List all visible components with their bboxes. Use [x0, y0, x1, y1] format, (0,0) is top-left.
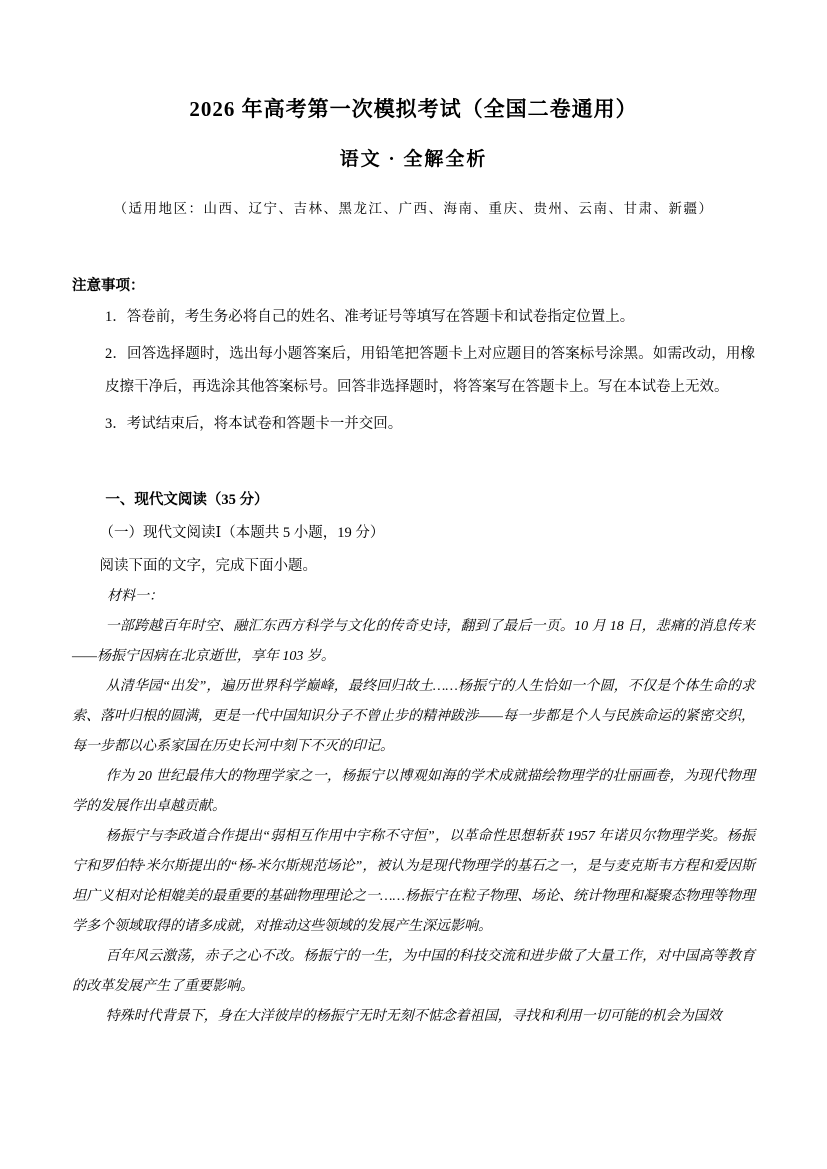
applicable-regions-line: （适用地区：山西、辽宁、吉林、黑龙江、广西、海南、重庆、贵州、云南、甘肃、新疆）	[113, 201, 714, 216]
notice-item-3: 3．考试结束后，将本试卷和答题卡一并交回。	[105, 416, 403, 432]
material-paragraph-1: 一部跨越百年时空、融汇东西方科学与文化的传奇史诗，翻到了最后一页。10 月 18 日，悲痛的消息传来——杨振宁因病在北京逝世，享年 103 岁。	[72, 619, 755, 664]
notice-section	[72, 275, 755, 441]
material-paragraph-6: 特殊时代背景下，身在大洋彼岸的杨振宁无时无刻不惦念着祖国，寻找和利用一切可能的机会为国效	[105, 1009, 722, 1024]
exam-title: 2026 年高考第一次模拟考试（全国二卷通用）	[189, 97, 638, 121]
section-heading-modern-reading: 一、现代文阅读（35 分）	[105, 492, 269, 508]
notice-item-2: 2．回答选择题时，选出每小题答案后，用铅笔把答题卡上对应题目的答案标号涂黑。如需改动，用橡皮擦干净后，再选涂其他答案标号。回答非选择题时，将答案写在答题卡上。写在本试卷上无效。	[105, 346, 755, 395]
notice-heading: 注意事项：	[72, 278, 145, 294]
exam-subject-subtitle: 语文 · 全解全析	[339, 149, 488, 170]
material-1-body	[72, 612, 755, 1032]
reading-instruction: 阅读下面的文字，完成下面小题。	[99, 558, 318, 574]
subsection-heading-reading-1: （一）现代文阅读Ⅰ（本题共 5 小题，19 分）	[99, 525, 385, 541]
material-paragraph-4: 杨振宁与李政道合作提出“弱相互作用中宇称不守恒”，以革命性思想斩获 1957 年诺贝尔物理学奖。杨振宁和罗伯特·米尔斯提出的“杨-米尔斯规范场论”，被认为是现代物理学的基石之一，是与麦克斯韦方程和爱因斯坦广义相对论相媲美的最重要的基础物理理论之一……杨振宁在粒子物理、场论、统计物理和凝聚态物理等物理学多个领域取得的诸多成就，对推动这些领域的发展产生深远影响。	[72, 829, 755, 934]
modern-reading-section	[72, 489, 755, 1032]
material-paragraph-3: 作为 20 世纪最伟大的物理学家之一，杨振宁以博观如海的学术成就描绘物理学的壮丽画卷，为现代物理学的发展作出卓越贡献。	[72, 769, 755, 814]
material-1-label: 材料一：	[107, 589, 163, 604]
material-paragraph-5: 百年风云激荡，赤子之心不改。杨振宁的一生，为中国的科技交流和进步做了大量工作，对中国高等教育的改革发展产生了重要影响。	[72, 949, 755, 994]
material-paragraph-2: 从清华园“出发”，遍历世界科学巅峰，最终回归故土……杨振宁的人生恰如一个圆，不仅是个体生命的求索、落叶归根的圆满，更是一代中国知识分子不曾止步的精神跋涉——每一步都是个人与民族命运的紧密交织，每一步都以心系家国在历史长河中刻下不灭的印记。	[72, 679, 755, 754]
notice-item-1: 1．答卷前，考生务必将自己的姓名、准考证号等填写在答题卡和试卷指定位置上。	[105, 309, 635, 325]
